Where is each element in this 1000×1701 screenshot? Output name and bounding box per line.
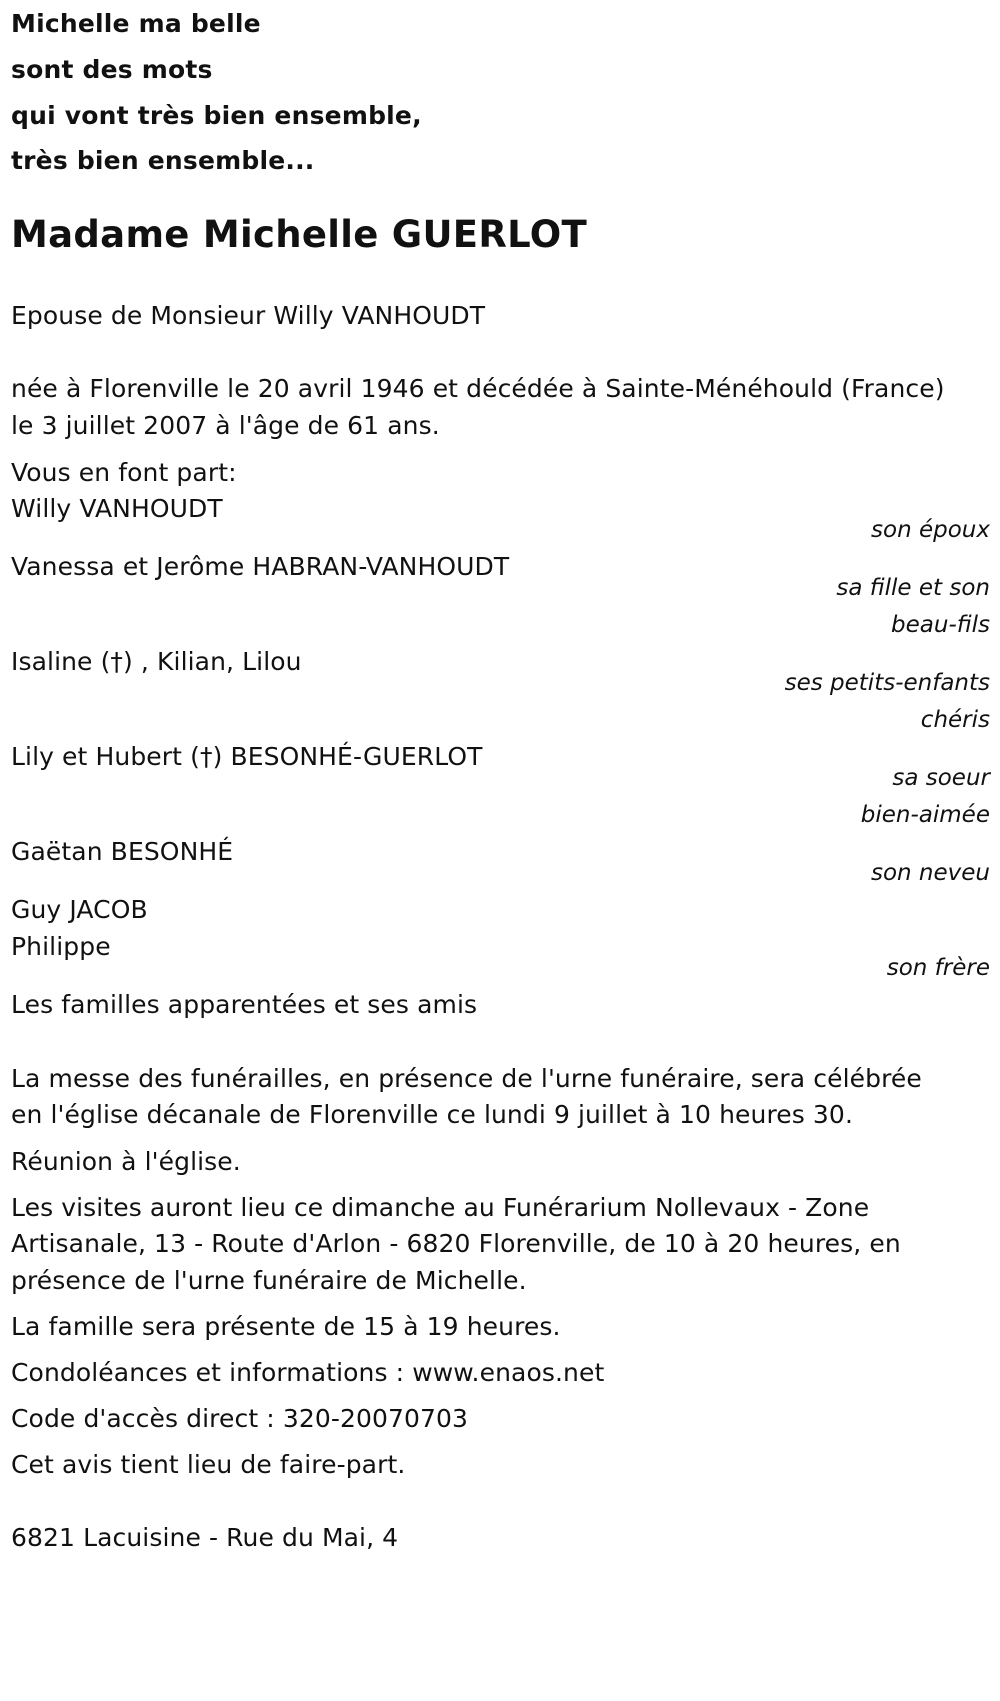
relation-gaetan: son neveu: [870, 860, 990, 886]
visits-line-1: Les visites auront lieu ce dimanche au Funérarium Nollevaux - Zone: [11, 1193, 870, 1222]
poem-line-4: très bien ensemble...: [11, 146, 315, 175]
family-member-gaetan: Gaëtan BESONHÉ: [11, 837, 234, 866]
poem-line-2: sont des mots: [11, 55, 213, 84]
deceased-name: Madame Michelle GUERLOT: [11, 213, 588, 256]
visits-line-2: Artisanale, 13 - Route d'Arlon - 6820 Florenville, de 10 à 20 heures, en: [11, 1229, 901, 1258]
access-code-line: Code d'accès direct : 320-20070703: [11, 1404, 469, 1433]
relation-grandchildren-1: ses petits-enfants: [784, 670, 990, 696]
family-presence-line: La famille sera présente de 15 à 19 heures.: [11, 1312, 561, 1341]
relation-lily-1: sa soeur: [892, 765, 990, 791]
family-member-guy: Guy JACOB: [11, 895, 148, 924]
relation-philippe: son frère: [886, 955, 990, 981]
meeting-line: Réunion à l'église.: [11, 1147, 241, 1176]
announcers-intro: Vous en font part:: [11, 458, 237, 487]
poem-line-1: Michelle ma belle: [11, 9, 261, 38]
family-member-vanessa: Vanessa et Jerôme HABRAN-VANHOUDT: [11, 552, 510, 581]
birth-death-line-1: née à Florenville le 20 avril 1946 et décédée à Sainte-Ménéhould (France): [11, 374, 945, 403]
visits-line-3: présence de l'urne funéraire de Michelle.: [11, 1266, 527, 1295]
spouse-line: Epouse de Monsieur Willy VANHOUDT: [11, 301, 486, 330]
relation-vanessa-1: sa fille et son: [836, 575, 990, 601]
address-line: 6821 Lacuisine - Rue du Mai, 4: [11, 1523, 399, 1552]
relation-willy: son époux: [871, 517, 990, 543]
poem-line-3: qui vont très bien ensemble,: [11, 101, 422, 130]
notice-line: Cet avis tient lieu de faire-part.: [11, 1450, 406, 1479]
family-member-willy: Willy VANHOUDT: [11, 494, 223, 523]
relation-vanessa-2: beau-fils: [891, 612, 990, 638]
relation-lily-2: bien-aimée: [860, 802, 990, 828]
condolences-line: Condoléances et informations : www.enaos.net: [11, 1358, 605, 1387]
birth-death-line-2: le 3 juillet 2007 à l'âge de 61 ans.: [11, 411, 440, 440]
mass-line-1: La messe des funérailles, en présence de l'urne funéraire, sera célébrée: [11, 1064, 922, 1093]
family-member-grandchildren: Isaline (†) , Kilian, Lilou: [11, 647, 302, 676]
family-member-philippe: Philippe: [11, 932, 111, 961]
mass-line-2: en l'église décanale de Florenville ce lundi 9 juillet à 10 heures 30.: [11, 1100, 853, 1129]
relation-grandchildren-2: chéris: [920, 707, 990, 733]
family-others: Les familles apparentées et ses amis: [11, 990, 478, 1019]
family-member-lily: Lily et Hubert (†) BESONHÉ-GUERLOT: [11, 742, 483, 771]
